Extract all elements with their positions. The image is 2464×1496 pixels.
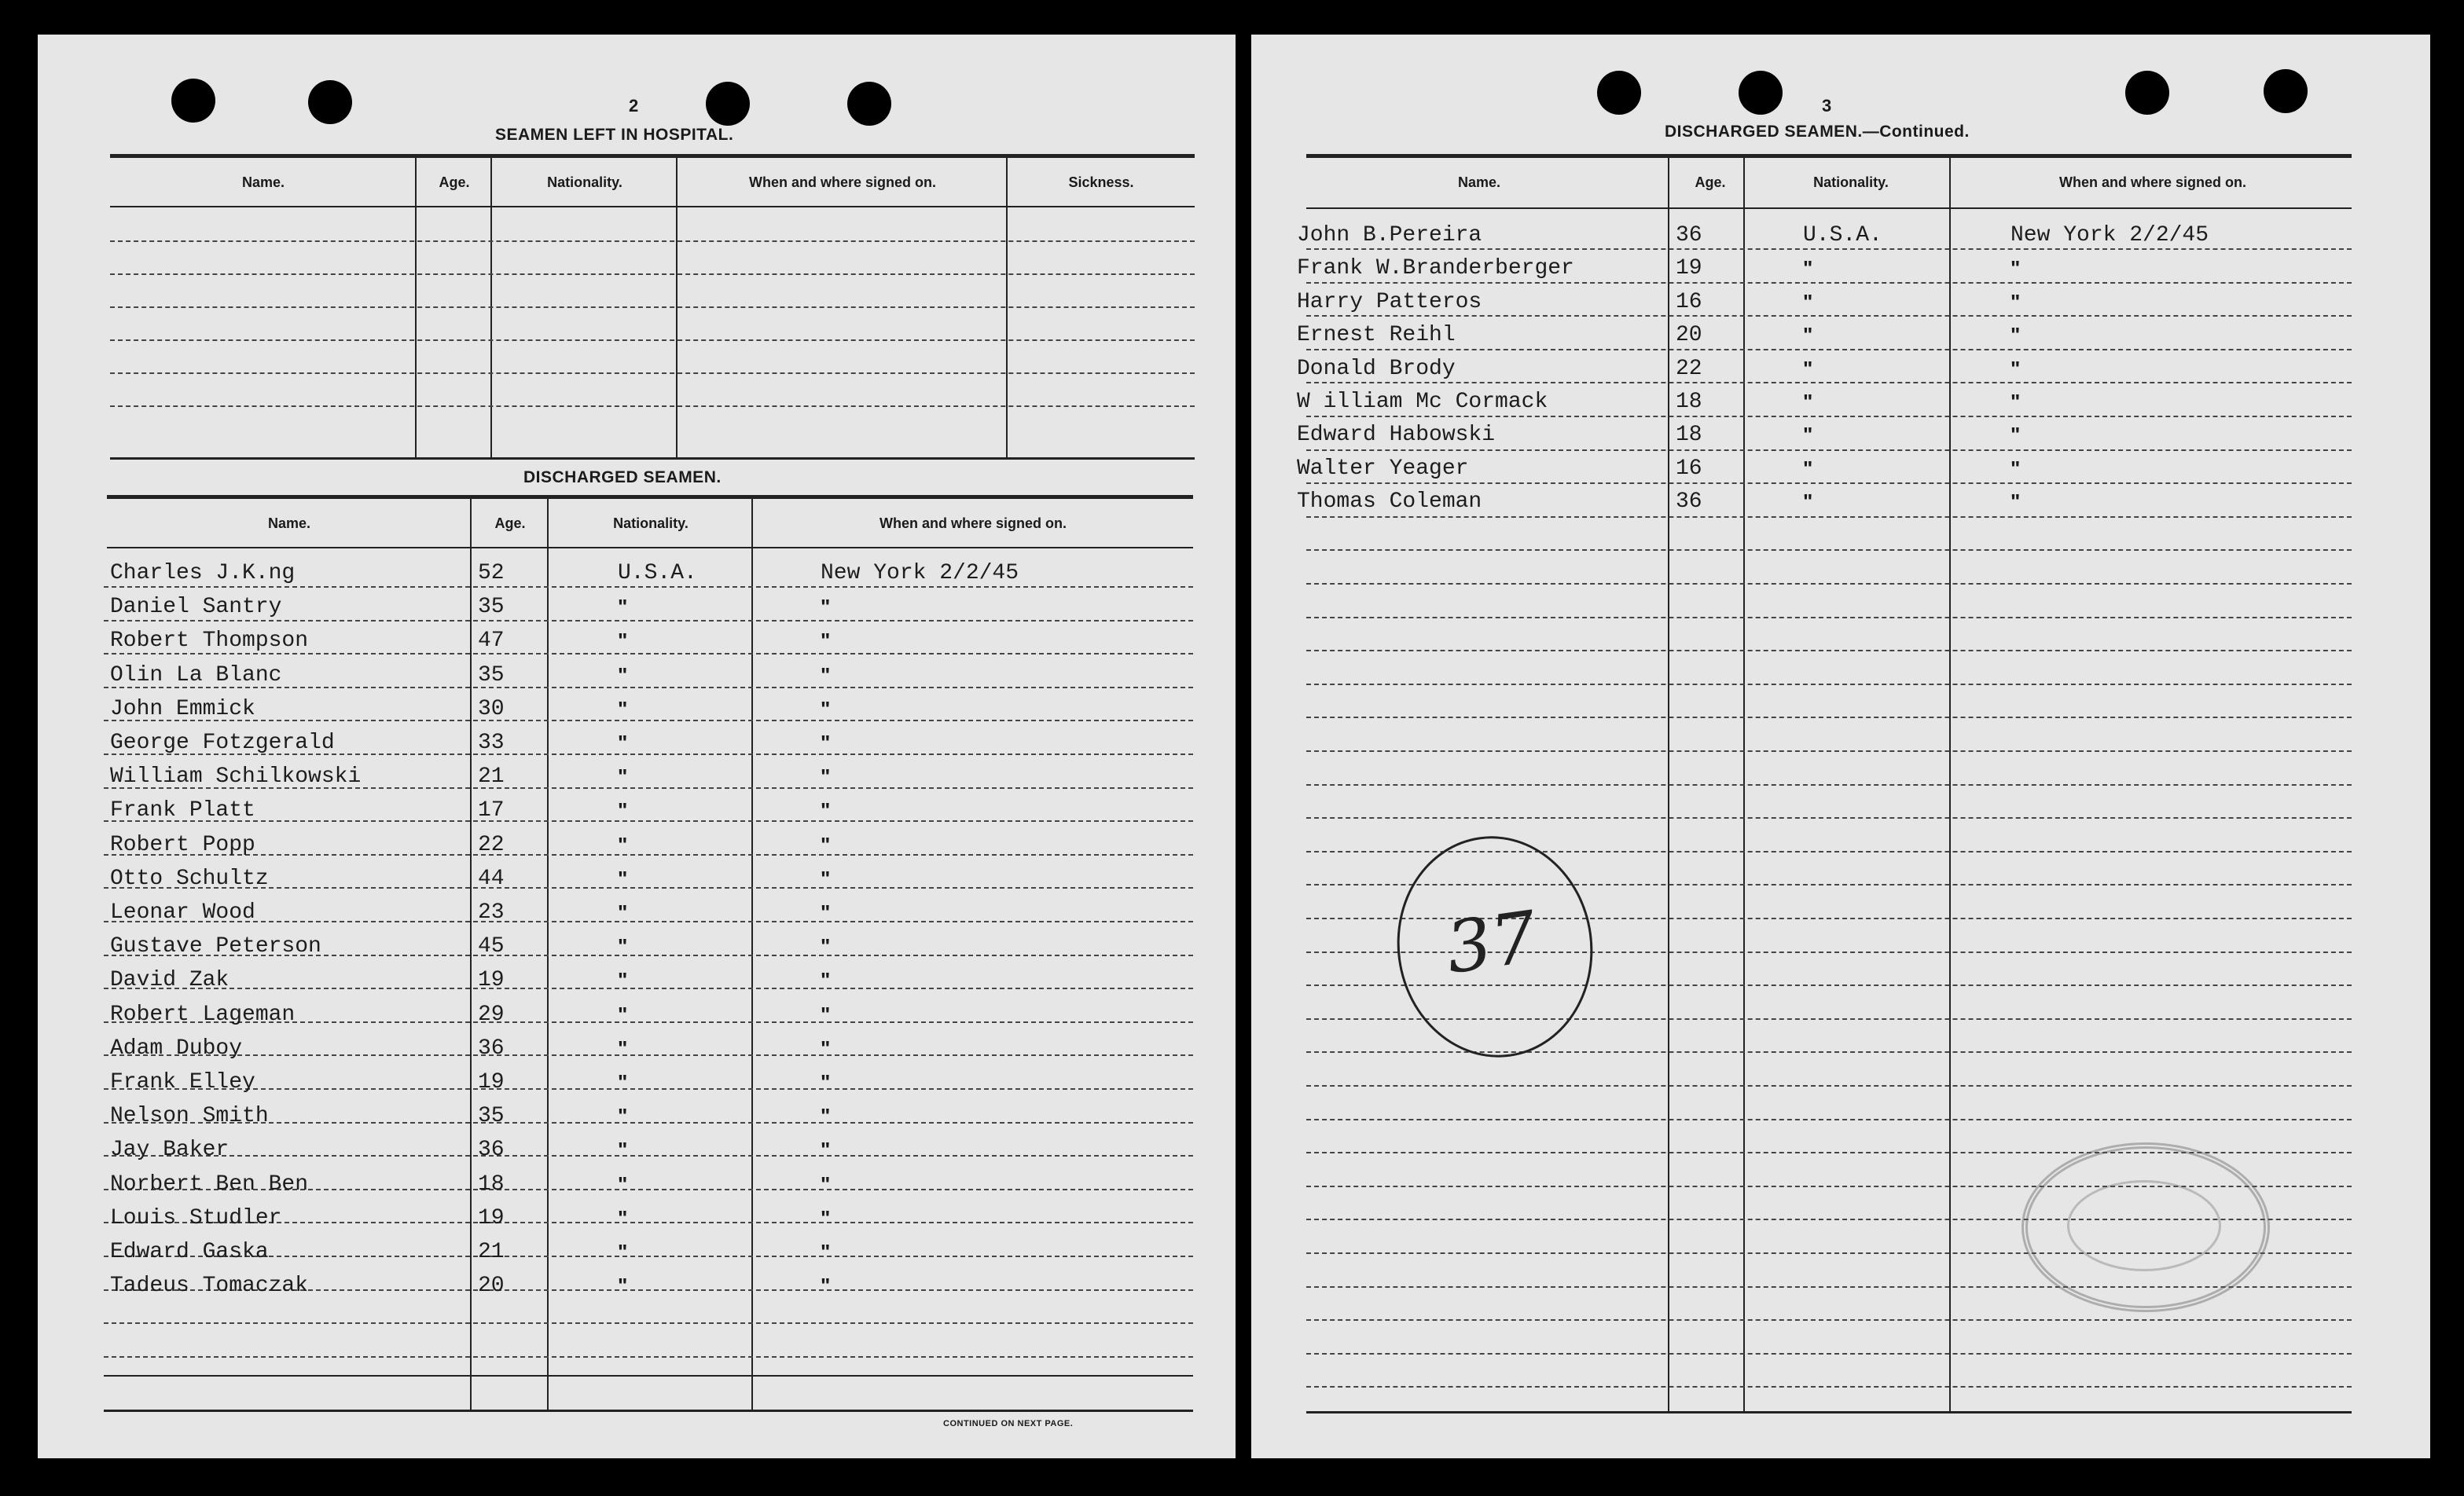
seaman-age: 16 <box>1676 289 1702 314</box>
seaman-nationality: " <box>618 629 628 653</box>
seaman-signed-on: " <box>821 1138 831 1162</box>
seaman-age: 45 <box>478 934 505 959</box>
seaman-name: Frank Elley <box>110 1070 255 1094</box>
ruled-line <box>1306 382 2352 383</box>
seaman-nationality: " <box>1803 256 1813 280</box>
seaman-name: Daniel Santry <box>110 595 282 620</box>
seaman-name: William Schilkowski <box>110 764 362 790</box>
seaman-name: Louis Studler <box>110 1205 282 1230</box>
seaman-name: Otto Schultz <box>110 866 269 891</box>
seaman-signed-on: " <box>821 900 831 924</box>
seaman-signed-on: " <box>821 1240 831 1263</box>
seaman-age: 16 <box>1676 456 1702 481</box>
seaman-nationality: " <box>618 764 628 789</box>
seaman-nationality: " <box>618 900 628 924</box>
seaman-name: Jay Baker <box>110 1138 230 1163</box>
seaman-name: Gustave Peterson <box>110 934 321 959</box>
ruled-line <box>1306 1085 2352 1087</box>
ruled-line <box>104 1356 1193 1358</box>
seaman-age: 29 <box>478 1002 505 1027</box>
seaman-signed-on: " <box>821 1070 831 1094</box>
ruled-line <box>1306 750 2352 752</box>
ruled-line <box>110 339 1195 341</box>
seaman-signed-on: " <box>2010 423 2021 447</box>
page-number: 3 <box>1822 96 1832 116</box>
column-divider <box>1949 158 1951 1414</box>
ruled-line <box>110 372 1195 374</box>
ruled-line <box>1306 516 2352 518</box>
seaman-signed-on: " <box>821 1036 831 1060</box>
col-header-name: Name. <box>1457 174 1501 190</box>
col-header-signed-on: When and where signed on. <box>879 515 1067 531</box>
seaman-age: 20 <box>478 1274 505 1299</box>
col-header-nationality: Nationality. <box>1813 174 1889 190</box>
seaman-nationality: " <box>618 662 628 687</box>
ruled-line <box>110 240 1195 242</box>
seaman-signed-on: " <box>821 866 831 890</box>
table-rule <box>110 206 1195 207</box>
ruled-line <box>110 273 1195 275</box>
discharged-continued-title: DISCHARGED SEAMEN.—Continued. <box>1665 123 1970 141</box>
seaman-nationality: " <box>618 1070 628 1094</box>
seaman-nationality: " <box>1803 356 1813 380</box>
col-header-age: Age. <box>1695 174 1726 190</box>
seaman-name: John Emmick <box>110 696 255 721</box>
table-border <box>107 495 1193 499</box>
seaman-nationality: " <box>1803 456 1813 480</box>
ruled-line <box>1306 583 2352 585</box>
ruled-line <box>104 720 1193 721</box>
seaman-nationality: " <box>618 1205 628 1230</box>
seaman-age: 22 <box>1676 356 1702 381</box>
seaman-age: 36 <box>478 1036 505 1061</box>
seaman-signed-on: " <box>821 731 831 754</box>
seaman-age: 21 <box>478 1240 505 1264</box>
table-border <box>110 457 1195 460</box>
seaman-nationality: " <box>618 1002 628 1026</box>
seaman-signed-on: " <box>2010 323 2021 347</box>
seaman-signed-on: " <box>821 1104 831 1128</box>
seaman-nationality: " <box>618 968 628 992</box>
seaman-name: Charles J.K.ng <box>110 561 296 585</box>
column-divider <box>490 158 492 458</box>
seaman-name: Nelson Smith <box>110 1104 269 1129</box>
seaman-age: 19 <box>1676 256 1702 281</box>
ruled-line <box>110 405 1195 407</box>
seaman-age: 19 <box>478 1205 505 1230</box>
ruled-line <box>104 620 1193 622</box>
seaman-age: 18 <box>1676 423 1702 448</box>
punch-hole <box>308 80 352 124</box>
seaman-signed-on: " <box>821 662 831 687</box>
column-divider <box>1006 158 1008 458</box>
seaman-signed-on: " <box>821 629 831 653</box>
ruled-line <box>1306 1353 2352 1355</box>
punch-hole <box>2264 69 2308 113</box>
seaman-nationality: " <box>618 1172 628 1196</box>
continued-note: CONTINUED ON NEXT PAGE. <box>943 1419 1074 1428</box>
seaman-signed-on: " <box>2010 456 2021 480</box>
ruled-line <box>104 820 1193 822</box>
seaman-age: 33 <box>478 731 505 755</box>
seaman-nationality: " <box>618 832 628 856</box>
ruled-line <box>1306 784 2352 786</box>
ruled-line <box>1306 349 2352 350</box>
col-header-age: Age. <box>494 515 526 531</box>
ruled-line <box>1306 650 2352 651</box>
hospital-section-title: SEAMEN LEFT IN HOSPITAL. <box>495 126 734 144</box>
ruled-line <box>1306 1051 2352 1053</box>
seaman-name: Robert Popp <box>110 832 255 857</box>
seaman-age: 52 <box>478 561 505 585</box>
seaman-age: 36 <box>1676 223 1702 248</box>
seaman-age: 22 <box>478 832 505 857</box>
seaman-nationality: " <box>1803 423 1813 447</box>
ruled-line <box>1306 617 2352 618</box>
seaman-nationality: " <box>618 934 628 959</box>
seaman-name: Walter Yeager <box>1297 456 1469 481</box>
ruled-line <box>104 854 1193 856</box>
ruled-line <box>1306 717 2352 718</box>
ruled-line <box>104 1088 1193 1090</box>
col-header-sickness: Sickness. <box>1068 174 1134 190</box>
discharged-section-title: DISCHARGED SEAMEN. <box>523 468 722 486</box>
ruled-line <box>1306 1319 2352 1321</box>
ruled-line <box>104 586 1193 588</box>
seaman-name: Donald Brody <box>1297 356 1456 381</box>
ruled-line <box>1306 449 2352 451</box>
seaman-nationality: " <box>618 1240 628 1263</box>
seaman-signed-on: " <box>2010 490 2021 514</box>
seaman-nationality: U.S.A. <box>618 561 697 585</box>
table-rule <box>1306 207 2352 209</box>
seaman-signed-on: " <box>821 934 831 959</box>
ruled-line <box>1306 684 2352 685</box>
ruled-line <box>1306 1119 2352 1120</box>
seaman-name: Frank W.Branderberger <box>1297 256 1574 281</box>
seaman-age: 19 <box>478 968 505 993</box>
seaman-name: Frank Platt <box>110 798 255 823</box>
seaman-nationality: " <box>1803 390 1813 413</box>
seaman-age: 35 <box>478 1104 505 1129</box>
seaman-name: Norbert Ben Ben <box>110 1172 309 1197</box>
col-header-age: Age. <box>439 174 470 190</box>
seaman-signed-on: New York 2/2/45 <box>2010 223 2209 248</box>
faded-stamp <box>2022 1142 2270 1312</box>
seaman-name: Leonar Wood <box>110 900 255 925</box>
seaman-age: 18 <box>1676 390 1702 414</box>
ruled-line <box>104 988 1193 989</box>
seaman-name: Tadeus Tomaczak <box>110 1274 309 1299</box>
left-page <box>38 35 1236 1458</box>
seaman-age: 36 <box>1676 490 1702 515</box>
column-divider <box>1743 158 1745 1414</box>
seaman-nationality: " <box>1803 323 1813 347</box>
circled-note <box>1383 823 1607 1070</box>
seaman-signed-on: " <box>821 696 831 720</box>
seaman-name: Thomas Coleman <box>1297 490 1482 515</box>
seaman-nationality: " <box>618 866 628 890</box>
seaman-signed-on: " <box>2010 289 2021 314</box>
table-rule <box>107 547 1193 548</box>
seaman-name: Harry Patteros <box>1297 289 1482 314</box>
seaman-nationality: " <box>618 798 628 823</box>
seaman-nationality: U.S.A. <box>1803 223 1882 248</box>
seaman-age: 35 <box>478 662 505 688</box>
seaman-age: 21 <box>478 764 505 790</box>
seaman-nationality: " <box>618 696 628 720</box>
seaman-age: 30 <box>478 696 505 721</box>
col-header-name: Name. <box>241 174 285 190</box>
col-header-signed-on: When and where signed on. <box>2058 174 2247 190</box>
seaman-name: Adam Duboy <box>110 1036 243 1061</box>
right-page <box>1251 35 2430 1458</box>
seaman-age: 20 <box>1676 323 1702 348</box>
column-divider <box>676 158 678 458</box>
ruled-line <box>1306 817 2352 819</box>
seaman-nationality: " <box>618 1104 628 1128</box>
seaman-nationality: " <box>1803 490 1813 514</box>
seaman-age: 23 <box>478 900 505 925</box>
seaman-signed-on: " <box>821 1205 831 1230</box>
seaman-signed-on: " <box>821 764 831 789</box>
seaman-age: 18 <box>478 1172 505 1197</box>
seaman-name: Edward Gaska <box>110 1240 269 1264</box>
seaman-nationality: " <box>618 1274 628 1298</box>
seaman-nationality: " <box>618 1138 628 1162</box>
table-rule <box>104 1375 1193 1377</box>
seaman-nationality: " <box>618 595 628 619</box>
table-border <box>1306 154 2352 158</box>
seaman-signed-on: " <box>821 595 831 619</box>
seaman-signed-on: " <box>2010 390 2021 413</box>
ruled-line <box>104 921 1193 922</box>
seaman-signed-on: " <box>2010 356 2021 380</box>
seaman-name: John B.Pereira <box>1297 223 1482 248</box>
col-header-name: Name. <box>267 515 311 531</box>
column-divider <box>415 158 417 458</box>
seaman-name: Olin La Blanc <box>110 662 282 688</box>
seaman-signed-on: " <box>821 832 831 856</box>
ruled-line <box>1306 482 2352 484</box>
seaman-signed-on: " <box>821 1002 831 1026</box>
table-border <box>110 154 1195 158</box>
seaman-age: 47 <box>478 629 505 654</box>
seaman-nationality: " <box>1803 289 1813 314</box>
punch-hole <box>847 82 891 126</box>
table-border <box>1306 1411 2352 1414</box>
seaman-name: David Zak <box>110 968 230 993</box>
seaman-nationality: " <box>618 731 628 754</box>
seaman-signed-on: " <box>821 1172 831 1196</box>
punch-hole <box>1597 71 1641 115</box>
ruled-line <box>104 1322 1193 1324</box>
page-number: 2 <box>629 96 639 116</box>
seaman-name: George Fotzgerald <box>110 731 335 755</box>
ruled-line <box>1306 549 2352 551</box>
col-header-nationality: Nationality. <box>613 515 689 531</box>
column-divider <box>1668 158 1669 1414</box>
seaman-age: 35 <box>478 595 505 620</box>
seaman-name: Robert Thompson <box>110 629 309 654</box>
circled-note-text: 37 <box>1441 896 1542 991</box>
stamp-inner-ring <box>2067 1180 2221 1271</box>
ruled-line <box>104 1054 1193 1056</box>
ruled-line <box>1306 1386 2352 1388</box>
seaman-age: 44 <box>478 866 505 891</box>
seaman-signed-on: " <box>821 968 831 992</box>
seaman-name: W illiam Mc Cormack <box>1297 390 1548 414</box>
punch-hole <box>171 79 215 123</box>
seaman-name: Robert Lageman <box>110 1002 296 1027</box>
seaman-age: 36 <box>478 1138 505 1163</box>
ruled-line <box>110 306 1195 308</box>
ruled-line <box>104 1155 1193 1157</box>
punch-hole <box>2125 71 2169 115</box>
punch-hole <box>1739 71 1783 115</box>
seaman-nationality: " <box>618 1036 628 1060</box>
seaman-name: Ernest Reihl <box>1297 323 1456 348</box>
seaman-signed-on: " <box>2010 256 2021 280</box>
seaman-signed-on: New York 2/2/45 <box>821 561 1019 585</box>
seaman-name: Edward Habowski <box>1297 423 1496 448</box>
seaman-age: 19 <box>478 1070 505 1094</box>
ruled-line <box>1306 282 2352 284</box>
table-border <box>104 1410 1193 1412</box>
ruled-line <box>104 653 1193 654</box>
col-header-signed-on: When and where signed on. <box>748 174 937 190</box>
seaman-signed-on: " <box>821 1274 831 1298</box>
seaman-age: 17 <box>478 798 505 823</box>
col-header-nationality: Nationality. <box>547 174 622 190</box>
ruled-line <box>1306 416 2352 417</box>
seaman-signed-on: " <box>821 798 831 823</box>
ruled-line <box>1306 248 2352 250</box>
ruled-line <box>1306 315 2352 317</box>
punch-hole <box>706 82 750 126</box>
